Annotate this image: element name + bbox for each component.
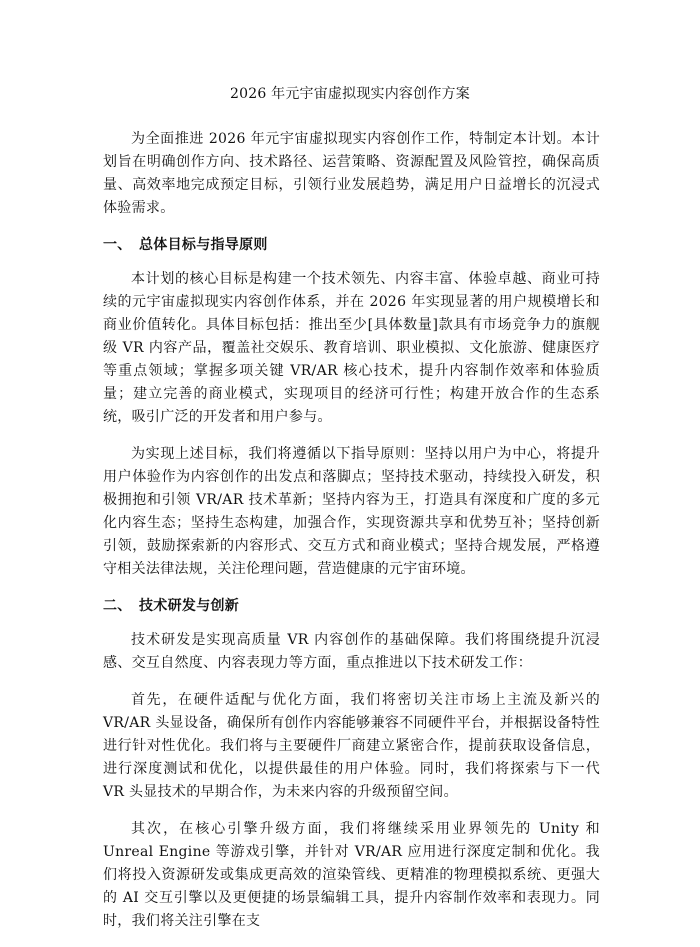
section-1-heading [103, 234, 600, 256]
intro-paragraph: 为全面推进 2026 年元宇宙虚拟现实内容创作工作，特制定本计划。本计划旨在明确创作方向、技术路径、运营策略、资源配置及风险管控，确保高质量、高效率地完成预定目标，引领行业发展趋势，满足用户日益增长的沉浸式体验需求。 [103, 131, 600, 216]
section-1-number: 一、 [103, 237, 132, 253]
section-1-paragraph-1: 本计划的核心目标是构建一个技术领先、内容丰富、体验卓越、商业可持续的元宇宙虚拟现实内容创作体系，并在 2026 年实现显著的用户规模增长和商业价值转化。具体目标包括：推出至少[具体数量]款具有市场竞争力的旗舰级 VR 内容产品，覆盖社交娱乐、教育培训、职业模拟、文化旅游、健康医疗等重点领域；掌握多项关键 VR/AR 核心技术，提升内容制作效率和体验质量；建立完善的商业模式，实现项目的经济可行性；构建开放合作的生态系统，吸引广泛的开发者和用户参与。 [103, 271, 600, 425]
section-2-paragraph-2: 首先，在硬件适配与优化方面，我们将密切关注市场上主流及新兴的 VR/AR 头显设备，确保所有创作内容能够兼容不同硬件平台，并根据设备特性进行针对性优化。我们将与主要硬件厂商建立紧密合作，提前获取设备信息，进行深度测试和优化，以提供最佳的用户体验。同时，我们将探索与下一代 VR 头显技术的早期合作，为未来内容的升级预留空间。 [103, 692, 600, 800]
section-2-heading [103, 595, 600, 617]
document-body [103, 128, 600, 947]
section-1-paragraph-2: 为实现上述目标，我们将遵循以下指导原则：坚持以用户为中心，将提升用户体验作为内容创作的出发点和落脚点；坚持技术驱动，持续投入研发，积极拥抱和引领 VR/AR 技术革新；坚持内容为王，打造具有深度和广度的多元化内容生态；坚持生态构建，加强合作，实现资源共享和优势互补；坚持创新引领，鼓励探索新的内容形式、交互方式和商业模式；坚持合规发展，严格遵守相关法律法规，关注伦理问题，营造健康的元宇宙环境。 [103, 446, 600, 577]
document-title: 2026 年元宇宙虚拟现实内容创作方案 [230, 86, 470, 102]
section-1-title: 总体目标与指导原则 [139, 237, 268, 253]
section-2-paragraph-3: 其次，在核心引擎升级方面，我们将继续采用业界领先的 Unity 和 Unreal Engine 等游戏引擎，并针对 VR/AR 应用进行深度定制和优化。我们将投入资源研发或集成更高效的渲染管线、更精准的物理模拟系统、更强大的 AI 交互引擎以及更便捷的场景编辑工具，提升内容制作效率和表现力。同时，我们将关注引擎在支 [103, 821, 600, 929]
section-2-number: 二、 [103, 598, 132, 614]
section-2-title: 技术研发与创新 [139, 598, 240, 614]
section-2-paragraph-1: 技术研发是实现高质量 VR 内容创作的基础保障。我们将围绕提升沉浸感、交互自然度、内容表现力等方面，重点推进以下技术研发工作： [103, 632, 600, 671]
